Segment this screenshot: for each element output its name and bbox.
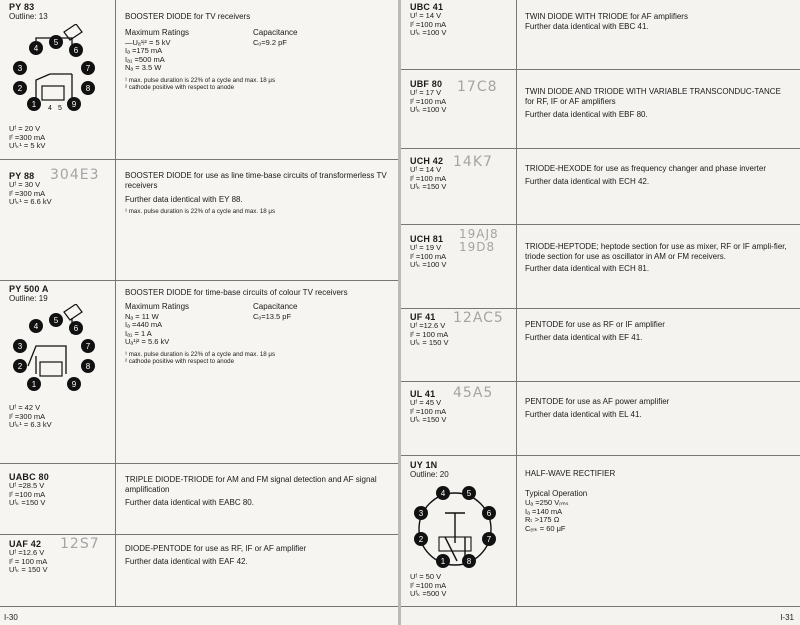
svg-text:7: 7: [486, 535, 492, 544]
tube-name: PY 500 A: [9, 284, 49, 294]
electrical-data: Uᶠ = 17 V Iᶠ =100 mA Uᶠₖ =100 V: [410, 88, 447, 115]
electrical-data: Uᶠ =12.6 V Iᶠ = 100 mA Uᶠₖ = 150 V: [410, 321, 449, 348]
column-divider: [115, 159, 116, 280]
electrical-data: Uᶠ =28.5 V Iᶠ =100 mA Uᶠₖ =150 V: [9, 481, 46, 508]
tube-name: UF 41: [410, 312, 436, 322]
column-divider: [115, 0, 116, 159]
svg-text:5: 5: [53, 38, 59, 47]
svg-text:5: 5: [466, 489, 472, 498]
tube-name: PY 83: [9, 2, 35, 12]
entry-uch42: [401, 148, 800, 225]
left-page: [0, 0, 398, 625]
tube-name: PY 88: [9, 171, 35, 181]
svg-text:6: 6: [486, 509, 492, 518]
entry-uch81: [401, 224, 800, 309]
entry-ubc41: [401, 0, 800, 70]
entry-header: [9, 284, 49, 303]
electrical-data: Uᶠ = 14 V Iᶠ =100 mA Uᶠₖ =150 V: [410, 165, 447, 192]
description: TWIN DIODE AND TRIODE WITH VARIABLE TRANSCONDUC-TANCE for RF, IF or AF amplifiers Further data identical with EBF 80.: [525, 87, 790, 120]
description: BOOSTER DIODE for use as line time-base circuits of transformerless TV receivers Further data identical with EY 88. ¹ max. pulse duration is 22% of a cycle and max. 18 μs: [125, 171, 390, 216]
description: TRIPLE DIODE-TRIODE for AM and FM signal detection and AF signal amplification Further data identical with EABC 80.: [125, 475, 390, 508]
column-divider: [115, 534, 116, 606]
entry-title: TWIN DIODE WITH TRIODE for AF amplifiers: [525, 12, 688, 21]
entry-py500a: [0, 280, 398, 464]
svg-text:5: 5: [58, 105, 62, 112]
description: DIODE-PENTODE for use as RF, IF or AF amplifier Further data identical with EAF 42.: [125, 544, 390, 567]
tube-name: UABC 80: [9, 472, 49, 482]
svg-text:1: 1: [31, 100, 37, 109]
column-divider: [115, 463, 116, 534]
tube-name: UCH 81: [410, 234, 444, 244]
entry-py88: [0, 159, 398, 281]
page-number: I-31: [780, 613, 794, 622]
entry-title: TRIODE-HEPTODE; heptode section for use as mixer, RF or IF ampli-fier, triode section for use as oscillator in AM or FM receivers.: [525, 242, 787, 261]
electrical-data: Uᶠ = 45 V Iᶠ =100 mA Uᶠₖ =150 V: [410, 398, 447, 425]
description: PENTODE for use as AF power amplifier Further data identical with EL 41.: [525, 397, 790, 420]
entry-py83: [0, 0, 398, 160]
svg-text:8: 8: [466, 557, 472, 566]
description: PENTODE for use as RF or IF amplifier Further data identical with EF 41.: [525, 320, 790, 343]
electrical-data: Uᶠ = 50 V Iᶠ =100 mA Uᶠₖ =500 V: [410, 572, 447, 599]
svg-text:7: 7: [85, 342, 91, 351]
entry-header: [410, 460, 449, 479]
handwritten-annotation: 45A5: [453, 385, 494, 401]
handwritten-annotation: 14K7: [453, 154, 493, 170]
description: TRIODE-HEXODE for use as frequency changer and phase inverter Further data identical with ECH 42.: [525, 164, 790, 187]
tube-name: UAF 42: [9, 539, 42, 549]
electrical-data: Uᶠ = 14 V Iᶠ =100 mA Uᶠₖ =100 V: [410, 11, 447, 38]
entry-header: [9, 2, 48, 21]
svg-text:2: 2: [17, 362, 23, 371]
entry-title: BOOSTER DIODE for time-base circuits of colour TV receivers: [125, 288, 348, 297]
entry-title: DIODE-PENTODE for use as RF, IF or AF amplifier: [125, 544, 307, 553]
entry-title: PENTODE for use as RF or IF amplifier: [525, 320, 665, 329]
entry-title: HALF-WAVE RECTIFIER: [525, 469, 616, 478]
svg-text:9: 9: [71, 380, 77, 389]
handwritten-annotation: 12S7: [60, 536, 100, 552]
tube-name: UY 1N: [410, 460, 438, 470]
tube-name: UBF 80: [410, 79, 443, 89]
handwritten-annotation: 304E3: [50, 167, 100, 183]
svg-text:1: 1: [31, 380, 37, 389]
svg-text:4: 4: [48, 105, 52, 112]
entry-title: BOOSTER DIODE for TV receivers: [125, 12, 251, 21]
description: BOOSTER DIODE for time-base circuits of colour TV receivers Maximum Ratings Nₐ = 11 W Iₐ =440 mA Iₐ₁ = 1 A Uₐ¹ʲ² = 5.6 kV Capacitance Cₒ=13.5 pF ¹ max. pulse duration is 22% of a cycle and max. 18 μs ² cathode positive with respect to anode: [125, 288, 390, 366]
entry-uaf42: [0, 534, 398, 606]
handwritten-annotation: 19AJ8 19D8: [459, 227, 499, 254]
svg-text:9: 9: [71, 100, 77, 109]
page-number: I-30: [4, 613, 18, 622]
svg-text:2: 2: [17, 84, 23, 93]
outline-label: Outline: 19: [9, 294, 48, 303]
description: TWIN DIODE WITH TRIODE for AF amplifiers Further data identical with EBC 41.: [525, 12, 790, 32]
page-bottom-rule: [0, 606, 398, 607]
svg-text:5: 5: [53, 316, 59, 325]
pin-diagram: [409, 483, 509, 569]
right-page: [401, 0, 800, 625]
entry-ubf80: [401, 69, 800, 149]
svg-text:6: 6: [73, 324, 79, 333]
tube-name: UCH 42: [410, 156, 444, 166]
outline-label: Outline: 13: [9, 12, 48, 21]
svg-text:8: 8: [85, 362, 91, 371]
electrical-data: Uᶠ = 30 V Iᶠ =300 mA Uᶠₖ¹ = 6.6 kV: [9, 180, 52, 207]
entry-ul41: [401, 381, 800, 456]
entry-title: TRIPLE DIODE-TRIODE for AM and FM signal detection and AF signal amplification: [125, 475, 377, 494]
entry-title: PENTODE for use as AF power amplifier: [525, 397, 670, 406]
entry-uabc80: [0, 463, 398, 535]
electrical-data: Uᶠ = 19 V Iᶠ =100 mA Uᶠₖ =100 V: [410, 243, 447, 270]
svg-text:7: 7: [85, 64, 91, 73]
entry-title: TRIODE-HEXODE for use as frequency changer and phase inverter: [525, 164, 766, 173]
description: BOOSTER DIODE for TV receivers Maximum Ratings —Uₐ¹ʲ² = 5 kV Iₐ =175 mA Iₐ₁ =500 mA Nₐ = 3.5 W Capacitance Cₒ=9.2 pF ¹ max. pulse duration is 22% of a cycle and max. 18 μs ² cathode positive with respect to anode: [125, 12, 390, 92]
svg-text:4: 4: [440, 489, 446, 498]
outline-label: Outline: 20: [410, 470, 449, 479]
handwritten-annotation: 12AC5: [453, 310, 504, 326]
svg-text:8: 8: [85, 84, 91, 93]
entry-uf41: [401, 308, 800, 382]
column-divider: [115, 280, 116, 463]
pin-diagram: [10, 24, 110, 116]
svg-text:3: 3: [418, 509, 424, 518]
pin-diagram: [10, 304, 110, 396]
svg-text:4: 4: [33, 44, 39, 53]
svg-text:4: 4: [33, 322, 39, 331]
entry-title: BOOSTER DIODE for use as line time-base circuits of transformerless TV receivers: [125, 171, 387, 190]
description: HALF-WAVE RECTIFIER Typical Operation Uₐ =250 Vᵣₘₛ Iₐ =140 mA Rₜ >175 Ω Cₑₗₖ = 60 μF: [525, 469, 790, 533]
svg-text:6: 6: [73, 46, 79, 55]
handwritten-annotation: 17C8: [457, 79, 498, 95]
electrical-data: Uᶠ =12.6 V Iᶠ = 100 mA Uᶠₖ = 150 V: [9, 548, 48, 575]
svg-text:2: 2: [418, 535, 424, 544]
electrical-data: Uᶠ = 42 V Iᶠ =300 mA Uᶠₖ¹ = 6.3 kV: [9, 403, 52, 430]
tube-name: UL 41: [410, 389, 436, 399]
tube-name: UBC 41: [410, 2, 444, 12]
svg-text:3: 3: [17, 64, 23, 73]
electrical-data: Uᶠ = 20 V Iᶠ =300 mA Uᶠₖ¹ = 5 kV: [9, 124, 46, 151]
svg-text:3: 3: [17, 342, 23, 351]
entry-title: TWIN DIODE AND TRIODE WITH VARIABLE TRANSCONDUC-TANCE for RF, IF or AF amplifiers: [525, 87, 781, 106]
entry-uy1n: [401, 455, 800, 607]
svg-text:1: 1: [440, 557, 446, 566]
description: TRIODE-HEPTODE; heptode section for use as mixer, RF or IF ampli-fier, triode section for use as oscillator in AM or FM receivers. Further data identical with ECH 81.: [525, 242, 793, 274]
